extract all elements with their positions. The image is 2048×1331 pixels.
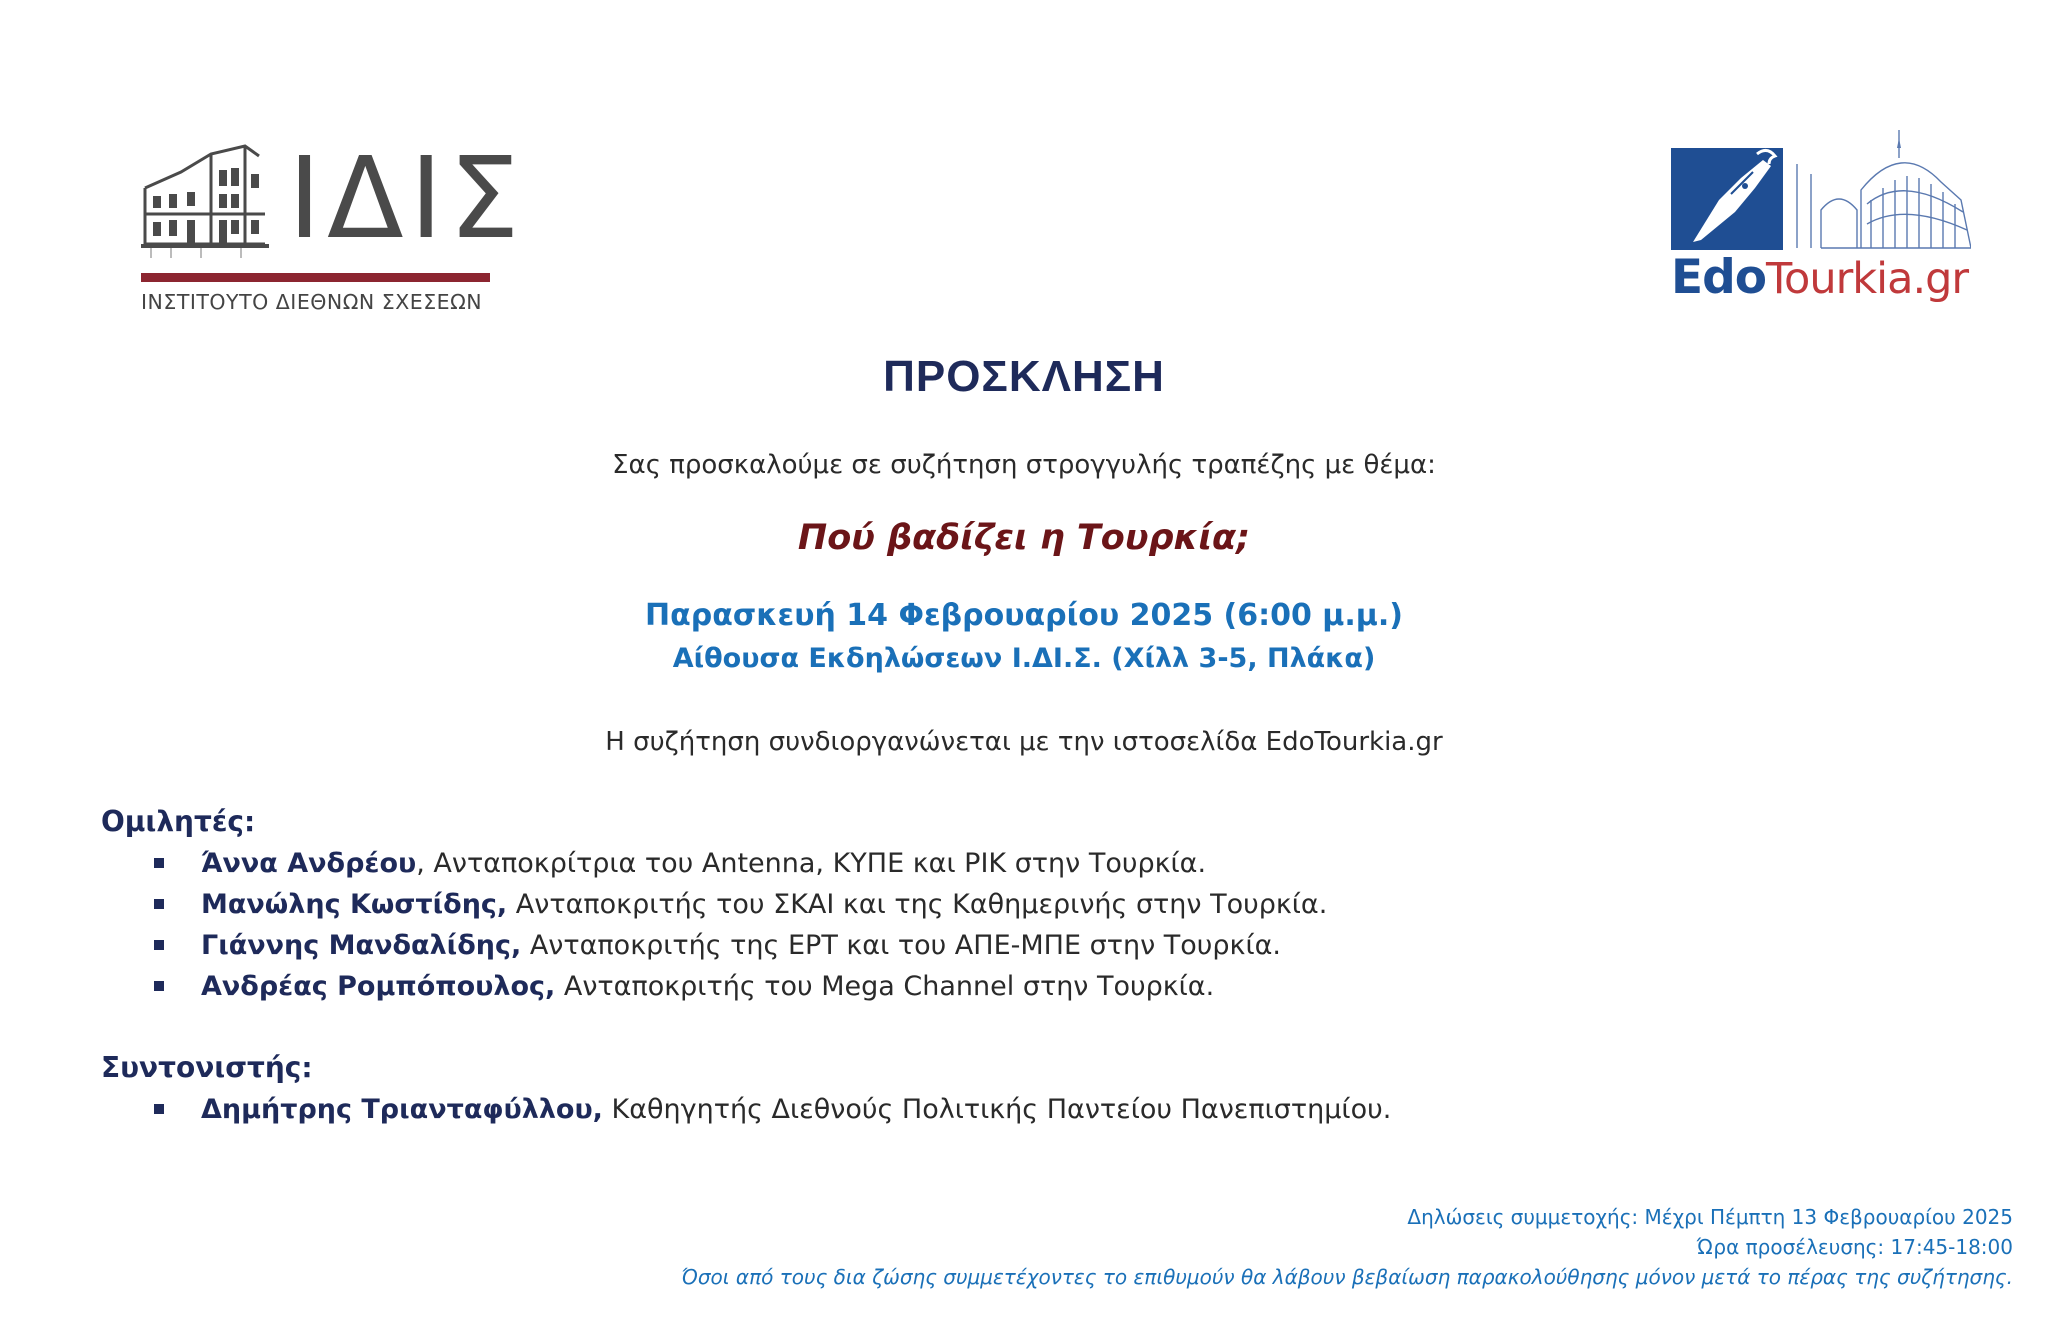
edotourkia-wordmark (1671, 250, 1969, 305)
bullet-icon (154, 940, 164, 950)
speaker-desc: , Ανταποκρίτρια του Antenna, ΚΥΠΕ και ΡΙΚ στην Τουρκία. (416, 848, 1207, 879)
logo-divider (141, 273, 490, 282)
speaker-desc: Ανταποκριτής του ΣΚΑΙ και της Καθημερινής στην Τουρκία. (507, 889, 1328, 920)
idis-logo (141, 134, 526, 320)
speakers-heading: Ομιλητές: (101, 805, 256, 838)
bullet-icon (154, 858, 164, 868)
moderator-heading: Συντονιστής: (101, 1051, 313, 1084)
speakers-list (154, 843, 1327, 1007)
edotourkia-logo (1671, 130, 1971, 310)
event-date: Παρασκευή 14 Φεβρουαρίου 2025 (6:00 μ.μ.) (645, 598, 1403, 633)
moderator-name: Δημήτρης Τριανταφύλλου, (201, 1094, 603, 1125)
wordmark-edo: Edo (1671, 250, 1767, 305)
edotourkia-art (1671, 130, 1971, 255)
list-item (154, 925, 1327, 966)
invitation-title: ΠΡΟΣΚΛΗΣΗ (883, 352, 1165, 401)
registration-deadline: Δηλώσεις συμμετοχής: Μέχρι Πέμπτη 13 Φεβρουαρίου 2025 (1407, 1205, 2013, 1229)
speaker-desc: Ανταποκριτής της ΕΡΤ και του ΑΠΕ-ΜΠΕ στην Τουρκία. (521, 930, 1281, 961)
list-item (154, 884, 1327, 925)
list-item (154, 966, 1327, 1007)
list-item (154, 1089, 1391, 1130)
moderator-desc: Καθηγητής Διεθνούς Πολιτικής Παντείου Πανεπιστημίου. (602, 1094, 1392, 1125)
speaker-name: Μανώλης Κωστίδης, (201, 889, 508, 920)
bullet-icon (154, 981, 164, 991)
speaker-name: Ανδρέας Ρομπόπουλος, (201, 971, 556, 1002)
speaker-desc: Ανταποκριτής του Mega Channel στην Τουρκία. (555, 971, 1215, 1002)
attendance-certificate-note: Όσοι από τους δια ζώσης συμμετέχοντες το επιθυμούν θα λάβουν βεβαίωση παρακολούθησης μόνον μετά το πέρας της συζήτησης. (681, 1265, 2013, 1289)
wordmark-tourkia: Tourkia.gr (1766, 254, 1969, 304)
speaker-name: Άννα Ανδρέου (201, 848, 417, 879)
idis-acronym: ΙΔΙΣ (288, 134, 526, 264)
building-icon (141, 144, 269, 260)
bullet-icon (154, 1104, 164, 1114)
idis-subtitle: ΙΝΣΤΙΤΟΥΤΟ ΔΙΕΘΝΩΝ ΣΧΕΣΕΩΝ (141, 290, 483, 314)
discussion-topic: Πού βαδίζει η Τουρκία; (797, 518, 1251, 558)
bullet-icon (154, 899, 164, 909)
co-organizer-note: Η συζήτηση συνδιοργανώνεται με την ιστοσελίδα EdoTourkia.gr (605, 727, 1443, 757)
invitation-intro: Σας προσκαλούμε σε συζήτηση στρογγυλής τραπέζης με θέμα: (612, 450, 1436, 480)
list-item (154, 843, 1327, 884)
arrival-time: Ώρα προσέλευσης: 17:45-18:00 (1696, 1235, 2013, 1259)
event-venue: Αίθουσα Εκδηλώσεων Ι.ΔΙ.Σ. (Χίλλ 3-5, Πλάκα) (672, 643, 1376, 674)
mosque-icon (1797, 130, 1971, 248)
moderator-list (154, 1089, 1391, 1130)
speaker-name: Γιάννης Μανδαλίδης, (201, 930, 522, 961)
